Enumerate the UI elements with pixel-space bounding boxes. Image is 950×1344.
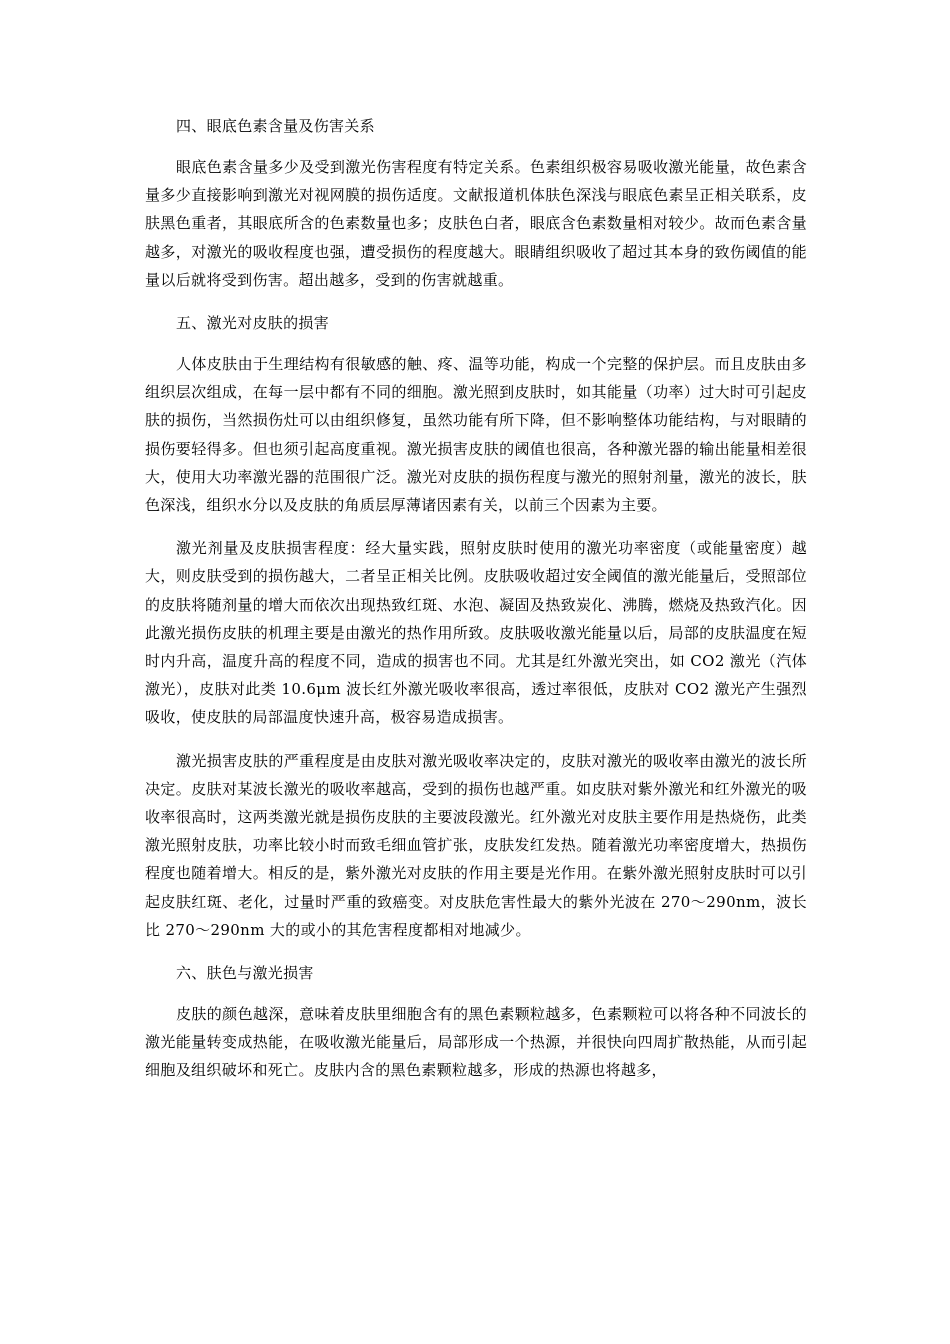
paragraph-fundus-pigment: 眼底色素含量多少及受到激光伤害程度有特定关系。色素组织极容易吸收激光能量，故色素含量多少直接影响到激光对视网膜的损伤适度。文献报道机体肤色深浅与眼底色素呈正相关联系，皮肤黑色重者，其眼底所含的色素数量也多；皮肤色白者，眼底含色素数量相对较少。故而色素含量越多，对激光的吸收程度也强，遭受损伤的程度越大。眼睛组织吸收了超过其本身的致伤阈值的能量以后就将受到伤害。超出越多，受到的伤害就越重。 <box>145 158 807 289</box>
section-heading-5: 五、激光对皮肤的损害 <box>176 314 330 333</box>
section-heading-4: 四、眼底色素含量及伤害关系 <box>176 117 375 135</box>
document-page <box>145 112 807 1100</box>
paragraph-skin-color: 皮肤的颜色越深，意味着皮肤里细胞含有的黑色素颗粒越多，色素颗粒可以将各种不同波长的激光能量转变成热能，在吸收激光能量后，局部形成一个热源，并很快向四周扩散热能，从而引起细胞及组织破坏和死亡。皮肤内含的黑色素颗粒越多，形成的热源也将越多， <box>145 1005 807 1080</box>
section-heading-6: 六、肤色与激光损害 <box>176 964 314 983</box>
paragraph-absorption-rate: 激光损害皮肤的严重程度是由皮肤对激光吸收率决定的，皮肤对激光的吸收率由激光的波长所决定。皮肤对某波长激光的吸收率越高，受到的损伤也越严重。如皮肤对紫外激光和红外激光的吸收率很高时，这两类激光就是损伤皮肤的主要波段激光。红外激光对皮肤主要作用是热烧伤，此类激光照射皮肤，功率比较小时而致毛细血管扩张，皮肤发红发热。随着激光功率密度增大，热损伤程度也随着增大。相反的是，紫外激光对皮肤的作用主要是光作用。在紫外激光照射皮肤时可以引起皮肤红斑、老化，过量时严重的致癌变。对皮肤危害性最大的紫外光波在 270～290nm，波长比 270～290nm 大的或小的其危害程度都相对地减少。 <box>145 751 807 939</box>
paragraph-skin-structure: 人体皮肤由于生理结构有很敏感的触、疼、温等功能，构成一个完整的保护层。而且皮肤由多组织层次组成，在每一层中都有不同的细胞。激光照到皮肤时，如其能量（功率）过大时可引起皮肤的损伤，当然损伤灶可以由组织修复，虽然功能有所下降，但不影响整体功能结构，与对眼睛的损伤要轻得多。但也须引起高度重视。激光损害皮肤的阈值也很高，各种激光器的输出能量相差很大，使用大功率激光器的范围很广泛。激光对皮肤的损伤程度与激光的照射剂量，激光的波长，肤色深浅，组织水分以及皮肤的角质层厚薄诸因素有关，以前三个因素为主要。 <box>145 355 807 515</box>
paragraph-laser-dose: 激光剂量及皮肤损害程度：经大量实践，照射皮肤时使用的激光功率密度（或能量密度）越大，则皮肤受到的损伤越大，二者呈正相关比例。皮肤吸收超过安全阈值的激光能量后，受照部位的皮肤将随剂量的增大而依次出现热致红斑、水泡、凝固及热致炭化、沸腾，燃烧及热致汽化。因此激光损伤皮肤的机理主要是由激光的热作用所致。皮肤吸收激光能量以后，局部的皮肤温度在短时内升高，温度升高的程度不同，造成的损害也不同。尤其是红外激光突出，如 CO2 激光（汽体激光），皮肤对此类 10.6μm 波长红外激光吸收率很高，透过率很低，皮肤对 CO2 激光产生强烈吸收，使皮肤的局部温度快速升高，极容易造成损害。 <box>145 539 807 727</box>
